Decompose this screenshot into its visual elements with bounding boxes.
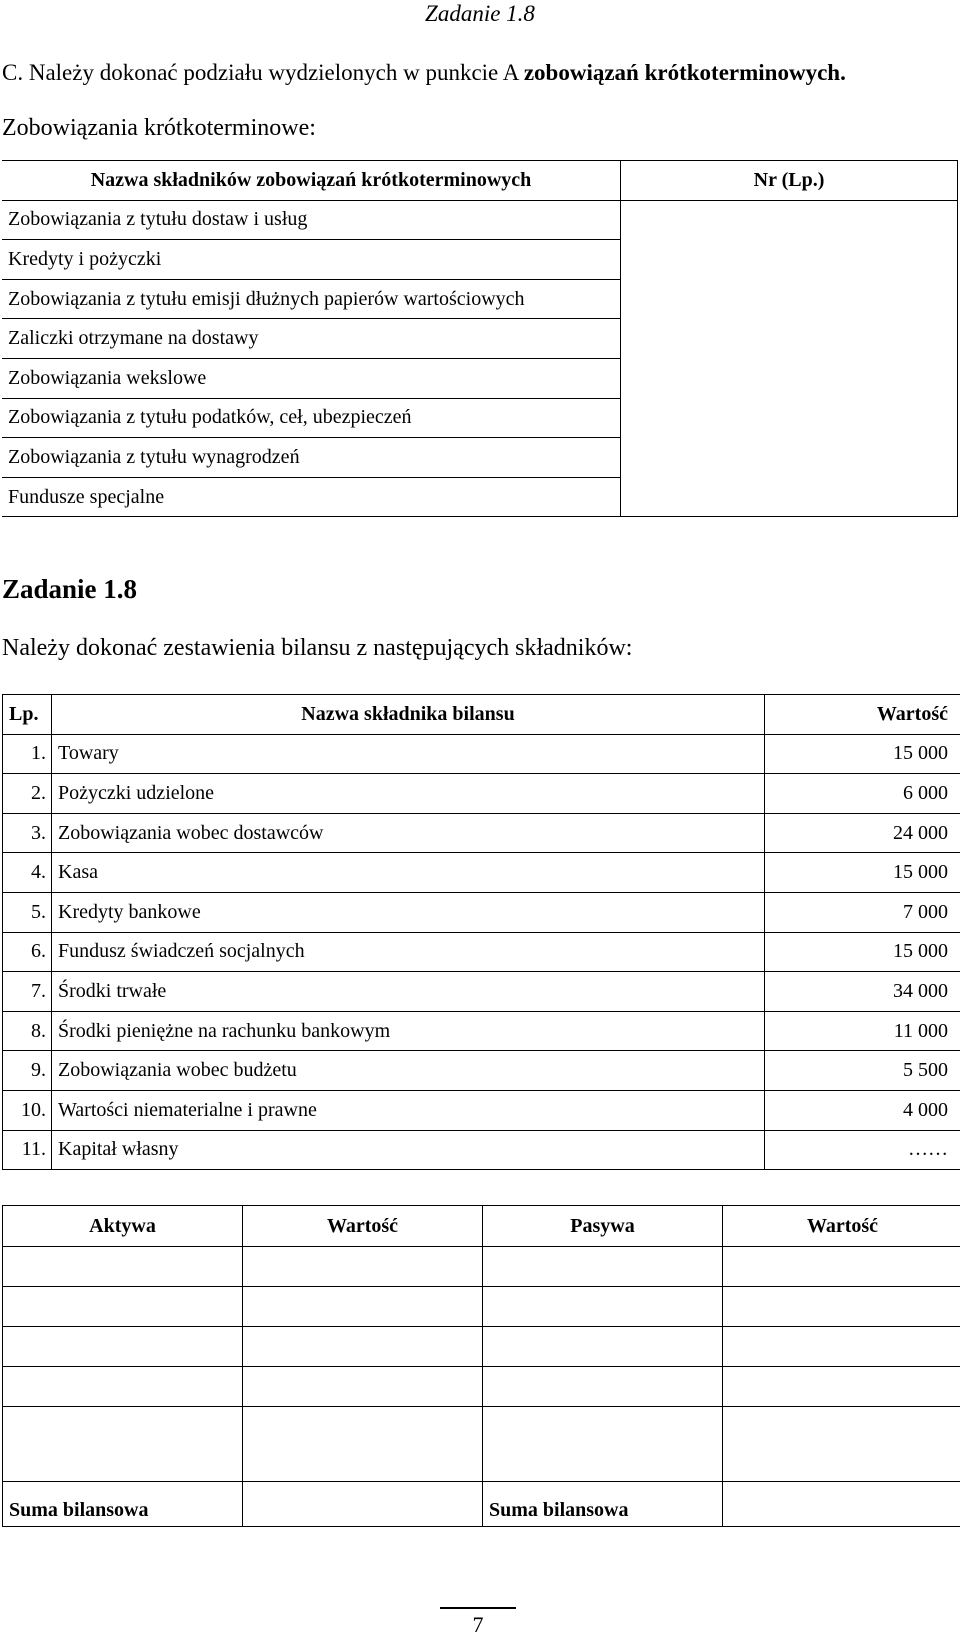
item-value: 11 000 — [765, 1011, 960, 1051]
row-number: 1. — [3, 734, 52, 774]
nr-cell[interactable] — [621, 319, 958, 359]
row-number: 3. — [3, 813, 52, 853]
table-row — [2, 319, 958, 359]
empty-cell[interactable] — [723, 1327, 960, 1367]
table-cell: Zobowiązania z tytułu podatków, ceł, ubezpieczeń — [2, 398, 621, 438]
table-row — [3, 1247, 960, 1287]
column-header-aktywa: Aktywa — [3, 1206, 243, 1247]
task-instruction: Należy dokonać zestawienia bilansu z następujących składników: — [2, 635, 633, 661]
item-name: Kredyty bankowe — [52, 892, 765, 932]
item-value: 7 000 — [765, 892, 960, 932]
item-value: 15 000 — [765, 734, 960, 774]
row-number: 6. — [3, 932, 52, 972]
table-row — [2, 398, 958, 438]
table-row — [2, 477, 958, 517]
row-number: 11. — [3, 1130, 52, 1170]
empty-cell[interactable] — [243, 1407, 483, 1482]
item-value: …… — [765, 1130, 960, 1170]
item-value: 34 000 — [765, 972, 960, 1012]
empty-cell[interactable] — [483, 1407, 723, 1482]
empty-cell[interactable] — [243, 1247, 483, 1287]
section-c-subtitle: Zobowiązania krótkoterminowe: — [2, 115, 316, 141]
table-row — [3, 972, 960, 1012]
item-name: Towary — [52, 734, 765, 774]
section-c-instruction — [2, 58, 846, 88]
nr-cell[interactable] — [621, 200, 958, 240]
balance-sheet-table — [2, 1205, 960, 1527]
section-c-bold-text: zobowiązań krótkoterminowych. — [523, 60, 846, 85]
sum-value-aktywa[interactable] — [243, 1482, 483, 1527]
item-value: 15 000 — [765, 853, 960, 893]
page-header-title: Zadanie 1.8 — [425, 1, 535, 26]
empty-cell[interactable] — [3, 1287, 243, 1327]
empty-cell[interactable] — [723, 1367, 960, 1407]
column-header-lp: Lp. — [3, 695, 52, 735]
column-header-wartosc-aktywa: Wartość — [243, 1206, 483, 1247]
empty-cell[interactable] — [723, 1287, 960, 1327]
item-name: Wartości niematerialne i prawne — [52, 1090, 765, 1130]
table-row — [3, 813, 960, 853]
empty-cell[interactable] — [3, 1327, 243, 1367]
table-cell: Zaliczki otrzymane na dostawy — [2, 319, 621, 359]
nr-cell[interactable] — [621, 279, 958, 319]
empty-cell[interactable] — [3, 1407, 243, 1482]
table-row — [3, 892, 960, 932]
item-value: 15 000 — [765, 932, 960, 972]
table-row — [3, 1011, 960, 1051]
table-row — [3, 1327, 960, 1367]
empty-cell[interactable] — [723, 1247, 960, 1287]
table-header-row — [3, 695, 960, 735]
empty-cell[interactable] — [243, 1287, 483, 1327]
balance-items-table — [2, 694, 960, 1170]
empty-cell[interactable] — [3, 1247, 243, 1287]
task-title: Zadanie 1.8 — [2, 574, 138, 604]
column-header-nr: Nr (Lp.) — [621, 161, 958, 201]
item-name: Zobowiązania wobec dostawców — [52, 813, 765, 853]
table-row — [3, 1287, 960, 1327]
table-cell: Zobowiązania z tytułu emisji dłużnych papierów wartościowych — [2, 279, 621, 319]
table-row — [2, 358, 958, 398]
sum-label-aktywa: Suma bilansowa — [3, 1482, 243, 1527]
row-number: 7. — [3, 972, 52, 1012]
empty-cell[interactable] — [243, 1367, 483, 1407]
row-number: 9. — [3, 1051, 52, 1091]
empty-cell[interactable] — [243, 1327, 483, 1367]
table-cell: Kredyty i pożyczki — [2, 240, 621, 280]
table-header-row — [3, 1206, 960, 1247]
item-name: Kasa — [52, 853, 765, 893]
table-cell: Zobowiązania z tytułu dostaw i usług — [2, 200, 621, 240]
row-number: 4. — [3, 853, 52, 893]
short-term-liabilities-table — [2, 160, 958, 517]
table-row — [3, 853, 960, 893]
column-header-value: Wartość — [765, 695, 960, 735]
page-number-rule — [440, 1607, 516, 1609]
item-name: Pożyczki udzielone — [52, 774, 765, 814]
table-row — [2, 240, 958, 280]
item-name: Zobowiązania wobec budżetu — [52, 1051, 765, 1091]
table-row — [3, 1367, 960, 1407]
nr-cell[interactable] — [621, 358, 958, 398]
item-value: 24 000 — [765, 813, 960, 853]
section-c-text: C. Należy dokonać podziału wydzielonych w punkcie A — [2, 60, 524, 85]
column-header-name: Nazwa składników zobowiązań krótkoterminowych — [2, 161, 621, 201]
item-name: Kapitał własny — [52, 1130, 765, 1170]
table-row — [3, 1051, 960, 1091]
item-name: Środki pieniężne na rachunku bankowym — [52, 1011, 765, 1051]
empty-cell[interactable] — [483, 1247, 723, 1287]
table-row — [3, 1407, 960, 1482]
table-header-row — [2, 161, 958, 201]
table-cell: Zobowiązania z tytułu wynagrodzeń — [2, 438, 621, 478]
nr-cell[interactable] — [621, 477, 958, 517]
item-name: Fundusz świadczeń socjalnych — [52, 932, 765, 972]
sum-row — [3, 1482, 960, 1527]
table-row — [3, 1090, 960, 1130]
empty-cell[interactable] — [483, 1367, 723, 1407]
row-number: 5. — [3, 892, 52, 932]
column-header-name: Nazwa składnika bilansu — [52, 695, 765, 735]
sum-value-pasywa[interactable] — [723, 1482, 960, 1527]
row-number: 2. — [3, 774, 52, 814]
row-number: 10. — [3, 1090, 52, 1130]
table-row — [2, 438, 958, 478]
empty-cell[interactable] — [723, 1407, 960, 1482]
column-header-wartosc-pasywa: Wartość — [723, 1206, 960, 1247]
empty-cell[interactable] — [483, 1327, 723, 1367]
item-value: 5 500 — [765, 1051, 960, 1091]
table-row — [3, 1130, 960, 1170]
empty-cell[interactable] — [3, 1367, 243, 1407]
sum-label-pasywa: Suma bilansowa — [483, 1482, 723, 1527]
item-value: 6 000 — [765, 774, 960, 814]
table-row — [2, 200, 958, 240]
item-name: Środki trwałe — [52, 972, 765, 1012]
row-number: 8. — [3, 1011, 52, 1051]
table-cell: Fundusze specjalne — [2, 477, 621, 517]
nr-cell[interactable] — [621, 398, 958, 438]
nr-cell[interactable] — [621, 438, 958, 478]
column-header-pasywa: Pasywa — [483, 1206, 723, 1247]
item-value: 4 000 — [765, 1090, 960, 1130]
table-cell: Zobowiązania wekslowe — [2, 358, 621, 398]
table-row — [2, 279, 958, 319]
table-row — [3, 932, 960, 972]
nr-cell[interactable] — [621, 240, 958, 280]
page-number: 7 — [472, 1612, 484, 1637]
table-row — [3, 734, 960, 774]
table-row — [3, 774, 960, 814]
empty-cell[interactable] — [483, 1287, 723, 1327]
